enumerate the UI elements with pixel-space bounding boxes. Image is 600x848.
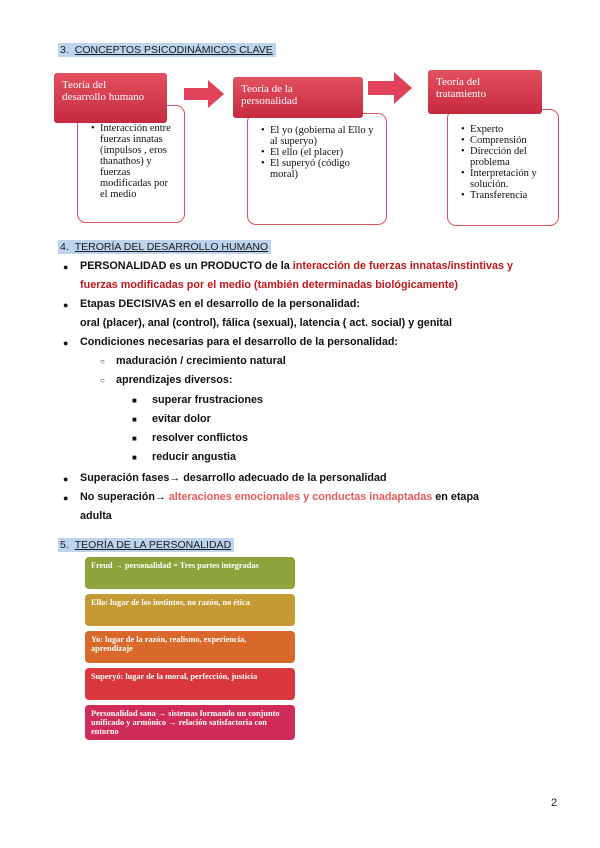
panel-tratamiento-item-2: • Comprensión: [470, 135, 554, 146]
panel-desarrollo-header: [54, 73, 167, 123]
sub-bullet-icon: ○: [100, 357, 105, 366]
bullet-icon: ●: [63, 262, 69, 272]
section-5-number: 5.: [60, 539, 69, 551]
bullet-icon: ●: [63, 338, 69, 348]
panel-personalidad-item-1: • El yo (gobierna al Ello y al superyo): [270, 125, 380, 147]
bullet-etapas-line-2: oral (placer), anal (control), fálica (sexual), latencia ( act. social) y genital: [80, 317, 453, 329]
subsub-item-4: reducir angustia: [152, 451, 236, 463]
panel-desarrollo-title-2: desarrollo humano: [62, 91, 145, 103]
panel-personalidad-item-2: • El ello (el placer): [270, 147, 380, 158]
page-number: 2: [551, 797, 558, 809]
panel-personalidad-header: [233, 77, 363, 118]
sub-bullet-icon: ○: [100, 376, 105, 385]
bullet-condiciones-line: Condiciones necesarias para el desarrollo de la personalidad:: [80, 336, 399, 348]
personality-block-ello: Ello: lugar de los instintos, no razón, no ética: [85, 594, 295, 626]
panel-tratamiento-item-1: • Experto: [470, 124, 554, 135]
bullet-personalidad-red-1: interacción de fuerzas innatas/instintivas y: [292, 260, 513, 272]
section-3-title: CONCEPTOS PSICODINÁMICOS CLAVE: [74, 44, 273, 56]
bullet-no-superacion-line-2: adulta: [80, 510, 112, 522]
square-bullet-icon: ■: [132, 396, 137, 405]
square-bullet-icon: ■: [132, 453, 137, 462]
panel-tratamiento-header: [428, 70, 542, 114]
bullet-personalidad-plain: PERSONALIDAD es un PRODUCTO de la: [80, 260, 293, 272]
panel-personalidad-title-2: personalidad: [241, 95, 298, 107]
panel-desarrollo-item: • Interacción entre fuerzas innatas (impulsos , eros thanathos) y fuerzas modificadas por el medio: [100, 123, 178, 200]
panel-desarrollo-title-1: Teoría del: [62, 79, 107, 91]
personality-block-freud: Freud → personalidad = Tres partes integradas: [85, 557, 295, 589]
personality-block-superyo: Superyó: lugar de la moral, perfección, justicia: [85, 668, 295, 700]
section-4-number: 4.: [60, 241, 69, 253]
panel-personalidad-box: [247, 113, 387, 225]
section-5-heading: [58, 539, 234, 551]
panel-tratamiento-item-4: • Interpretación y solución.: [470, 168, 554, 190]
subsub-item-1: superar frustraciones: [152, 394, 264, 406]
subsub-item-2: evitar dolor: [152, 413, 211, 425]
bullet-personalidad-line-1: [80, 260, 513, 272]
bullet-superacion: Superación fases→ desarrollo adecuado de la personalidad: [80, 472, 387, 484]
panel-personalidad-title-1: Teoría de la: [241, 83, 293, 95]
bullet-no-superacion-plain-2: en etapa: [432, 491, 480, 503]
arrow-right-icon: [368, 72, 412, 104]
bullet-icon: ●: [63, 300, 69, 310]
square-bullet-icon: ■: [132, 434, 137, 443]
square-bullet-icon: ■: [132, 415, 137, 424]
panel-personalidad-item-3: • El superyó (código moral): [270, 158, 380, 180]
section-3-number: 3.: [60, 44, 69, 56]
bullet-icon: ●: [63, 474, 69, 484]
panel-tratamiento-box: [447, 109, 559, 226]
bullet-personalidad-red-2: fuerzas modificadas por el medio (también determinadas biológicamente): [80, 279, 458, 291]
bullet-no-superacion-pink: alteraciones emocionales y conductas inadaptadas: [168, 491, 433, 503]
bullet-icon: ●: [63, 493, 69, 503]
sub-bullet-aprendizajes: aprendizajes diversos:: [116, 374, 233, 386]
panel-tratamiento-item-3: • Dirección del problema: [470, 146, 554, 168]
section-5-title: TEORÍA DE LA PERSONALIDAD: [74, 539, 232, 551]
subsub-item-3: resolver conflictos: [152, 432, 249, 444]
section-3-heading: [58, 44, 276, 56]
section-4-heading: [58, 241, 271, 253]
personality-block-yo: Yo: lugar de la razón, realismo, experiencia, aprendizaje: [85, 631, 295, 663]
panel-tratamiento-title-2: tratamiento: [436, 88, 487, 100]
sub-bullet-maduracion: maduración / crecimiento natural: [116, 355, 286, 367]
personality-block-sana: Personalidad sana → sistemas formando un conjunto unificado y armónico → relación satisfactoria con entorno: [85, 705, 295, 740]
arrow-right-icon: [184, 80, 224, 108]
panel-tratamiento-title-1: Teoría del: [436, 76, 481, 88]
bullet-no-superacion-plain-1: No superación→: [80, 491, 169, 503]
section-4-title: TERORÍA DEL DESARROLLO HUMANO: [74, 241, 269, 253]
bullet-etapas-line-1: Etapas DECISIVAS en el desarrollo de la personalidad:: [80, 298, 361, 310]
bullet-no-superacion-line-1: [80, 491, 479, 503]
panel-tratamiento-item-5: • Transferencia: [470, 190, 554, 201]
